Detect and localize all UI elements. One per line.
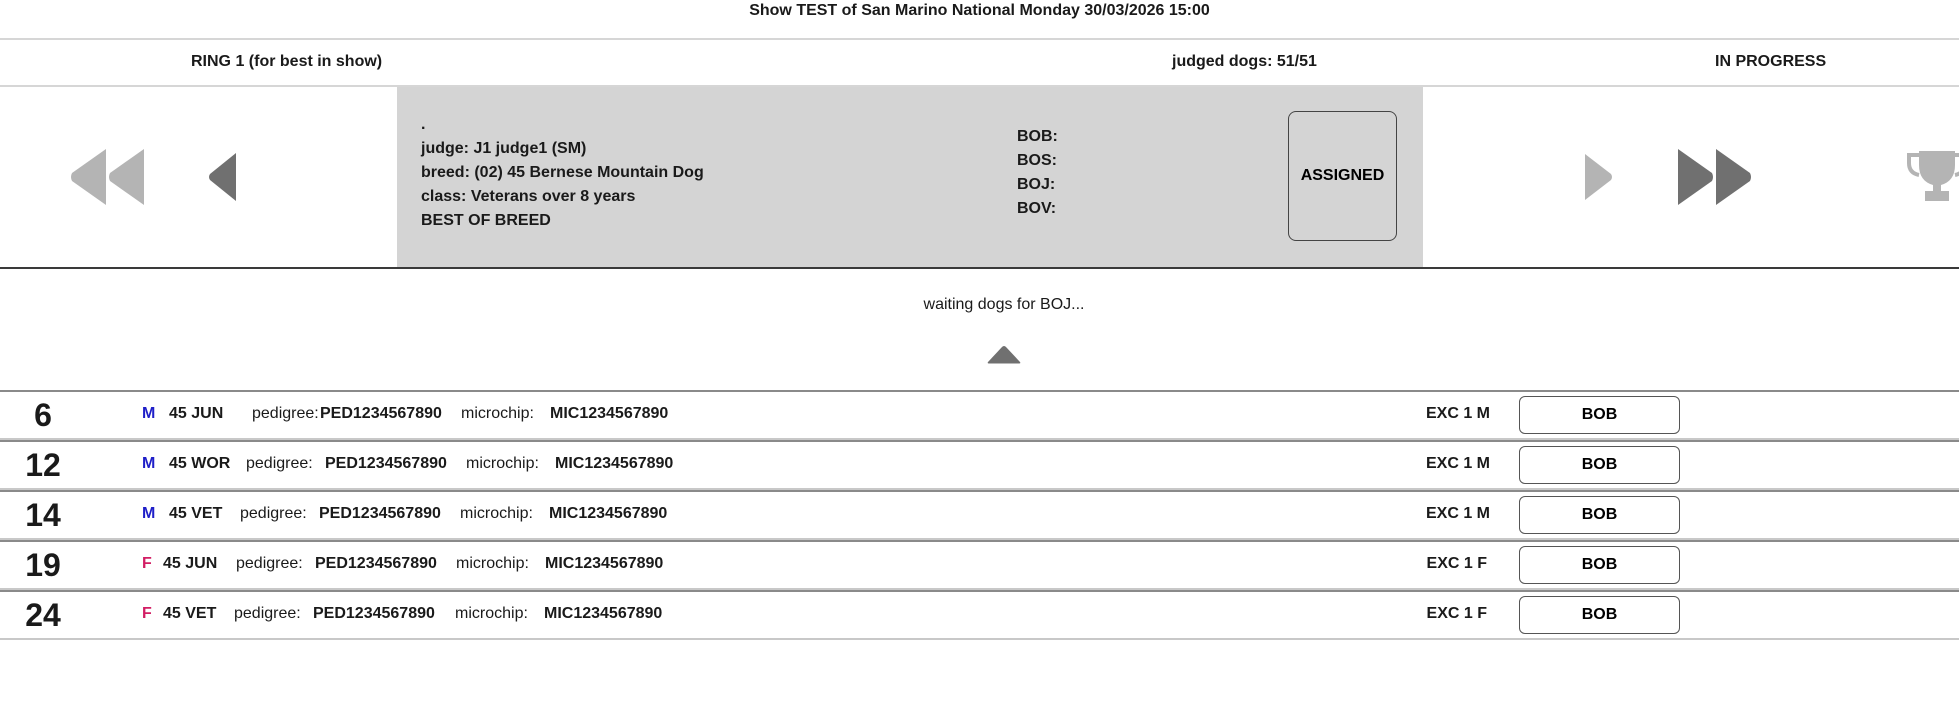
pedigree-value: PED1234567890 <box>320 405 442 422</box>
judging-stage: BEST OF BREED <box>421 212 551 229</box>
award-bob: BOB: <box>1017 128 1058 145</box>
award-bov: BOV: <box>1017 200 1057 217</box>
dog-number: 14 <box>25 497 61 533</box>
dog-grade: EXC 1 F <box>1426 605 1487 622</box>
bob-button[interactable]: BOB <box>1519 546 1680 584</box>
table-row <box>0 590 1959 640</box>
microchip-value: MIC1234567890 <box>550 405 669 422</box>
table-row <box>0 440 1959 490</box>
judging-panel-area <box>0 87 1959 269</box>
microchip-label: microchip: <box>466 455 539 472</box>
current-judging-info <box>397 87 1423 267</box>
double-chevron-right-icon[interactable] <box>1676 149 1752 205</box>
chevron-left-icon[interactable] <box>208 153 238 201</box>
assigned-button[interactable]: ASSIGNED <box>1288 111 1397 241</box>
dog-class: 45 VET <box>163 605 217 622</box>
table-row <box>0 540 1959 590</box>
chevron-right-icon[interactable] <box>1583 154 1613 200</box>
breed-name: breed: (02) 45 Bernese Mountain Dog <box>421 164 704 181</box>
dog-number: 6 <box>34 397 52 433</box>
pedigree-label: pedigree: <box>246 455 313 472</box>
dog-sex: M <box>142 455 156 472</box>
ring-label: RING 1 (for best in show) <box>191 53 383 70</box>
trophy-icon[interactable] <box>1905 151 1959 203</box>
dog-sex: M <box>142 505 156 522</box>
ring-status-bar <box>0 39 1959 87</box>
dog-sex: M <box>142 405 156 422</box>
dog-grade: EXC 1 M <box>1425 505 1490 522</box>
class-name: class: Veterans over 8 years <box>421 188 636 205</box>
judged-count: judged dogs: 51/51 <box>1172 53 1317 70</box>
award-boj: BOJ: <box>1017 176 1056 193</box>
pedigree-label: pedigree: <box>236 555 303 572</box>
dog-number: 12 <box>25 447 61 483</box>
pedigree-value: PED1234567890 <box>315 555 437 572</box>
dog-class: 45 VET <box>169 505 223 522</box>
microchip-label: microchip: <box>456 555 529 572</box>
dog-sex: F <box>142 555 152 572</box>
microchip-value: MIC1234567890 <box>545 555 664 572</box>
panel-dot: . <box>421 116 426 133</box>
dog-class: 45 JUN <box>163 555 218 572</box>
bob-button[interactable]: BOB <box>1519 446 1680 484</box>
double-chevron-left-icon[interactable] <box>70 149 146 205</box>
microchip-value: MIC1234567890 <box>555 455 674 472</box>
microchip-value: MIC1234567890 <box>549 505 668 522</box>
awards-list <box>1017 125 1058 221</box>
pedigree-label: pedigree: <box>252 405 319 422</box>
dog-grade: EXC 1 M <box>1425 455 1490 472</box>
bob-button[interactable]: BOB <box>1519 496 1680 534</box>
show-title: Show TEST of San Marino National Monday 30/03/2026 15:00 <box>0 0 1959 40</box>
pedigree-value: PED1234567890 <box>325 455 447 472</box>
judge-name: judge: J1 judge1 (SM) <box>421 140 587 157</box>
microchip-label: microchip: <box>461 405 534 422</box>
caret-up-icon[interactable] <box>987 344 1021 364</box>
microchip-label: microchip: <box>455 605 528 622</box>
table-row <box>0 390 1959 440</box>
pedigree-value: PED1234567890 <box>319 505 441 522</box>
dog-number: 19 <box>25 547 61 583</box>
microchip-value: MIC1234567890 <box>544 605 663 622</box>
judging-details <box>421 113 704 233</box>
ring-status: IN PROGRESS <box>1715 53 1827 70</box>
bob-button[interactable]: BOB <box>1519 596 1680 634</box>
dog-class: 45 JUN <box>169 405 224 422</box>
dog-grade: EXC 1 F <box>1426 555 1487 572</box>
dog-list <box>0 390 1959 640</box>
pedigree-label: pedigree: <box>234 605 301 622</box>
pedigree-label: pedigree: <box>240 505 307 522</box>
award-bos: BOS: <box>1017 152 1057 169</box>
pedigree-value: PED1234567890 <box>313 605 435 622</box>
dog-class: 45 WOR <box>169 455 231 472</box>
dog-number: 24 <box>25 597 61 633</box>
table-row <box>0 490 1959 540</box>
bob-button[interactable]: BOB <box>1519 396 1680 434</box>
waiting-message: waiting dogs for BOJ... <box>923 296 1085 313</box>
microchip-label: microchip: <box>460 505 533 522</box>
dog-sex: F <box>142 605 152 622</box>
dog-grade: EXC 1 M <box>1425 405 1490 422</box>
